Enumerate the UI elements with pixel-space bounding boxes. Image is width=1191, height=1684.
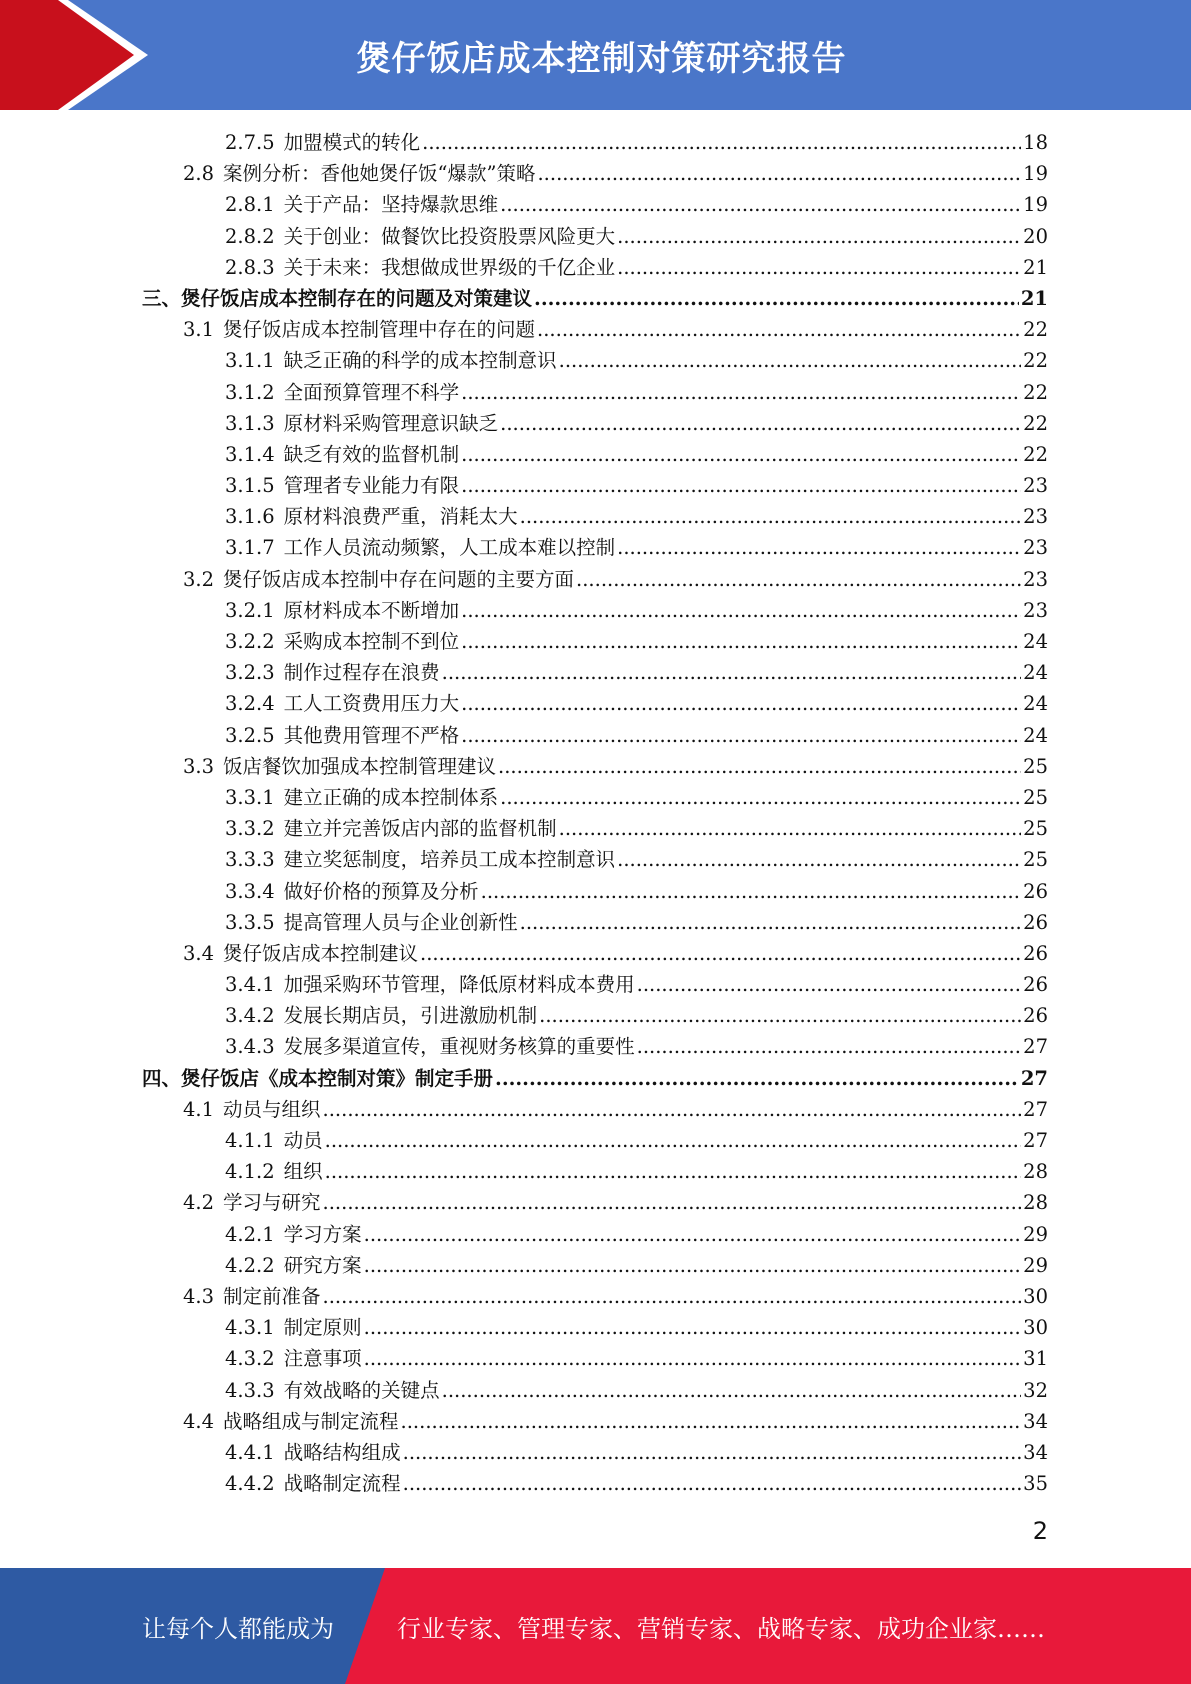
toc-entry-number: 4.3.1 [225,1316,275,1340]
toc-entry-page: 34 [1023,1409,1048,1433]
toc-entry-page: 25 [1023,754,1048,778]
toc-entry[interactable] [0,1406,1191,1437]
toc-entry-page: 32 [1023,1378,1048,1402]
toc-leader-dots [537,314,1021,345]
toc-entry-title: 关于创业：做餐饮比投资股票风险更大 [283,224,616,248]
toc-entry-title: 制定原则 [283,1316,362,1340]
toc-leader-dots [325,1125,1022,1156]
toc-entry-page: 22 [1023,411,1048,435]
toc-entry-page: 21 [1023,255,1048,279]
toc-entry-page: 26 [1023,879,1048,903]
toc-leader-dots [364,1343,1022,1374]
toc-entry-page: 19 [1023,162,1048,186]
toc-entry-number: 四、 [142,1066,182,1090]
toc-entry-number: 2.8.1 [225,193,275,217]
toc-entry-title: 有效战略的关键点 [283,1378,440,1402]
toc-entry-title: 案例分析：香他她煲仔饭“爆款”策略 [223,162,536,186]
toc-entry-title: 发展多渠道宣传，重视财务核算的重要性 [283,1035,635,1059]
toc-entry-title: 建立奖惩制度，培养员工成本控制意识 [283,848,616,872]
toc-entry-title: 煲仔饭店成本控制存在的问题及对策建议 [181,286,533,310]
toc-entry-title: 工作人员流动频繁，人工成本难以控制 [283,536,616,560]
page-header [0,0,1191,110]
toc-entry-page: 27 [1023,1097,1048,1121]
toc-entry-page: 27 [1020,1066,1048,1090]
toc-entry-title: 煲仔饭店成本控制中存在问题的主要方面 [223,567,575,591]
toc-entry-title: 发展长期店员，引进激励机制 [283,1004,538,1028]
toc-entry-number: 3.1.6 [225,505,275,529]
toc-entry-title: 组织 [283,1160,323,1184]
toc-entry[interactable] [0,158,1191,189]
toc-entry-title: 全面预算管理不科学 [283,380,460,404]
toc-leader-dots [559,345,1022,376]
toc-leader-dots [520,907,1022,938]
toc-leader-dots [442,657,1022,688]
toc-entry[interactable] [0,1156,1191,1187]
toc-entry-number: 3.4.1 [225,973,275,997]
toc-entry[interactable] [0,470,1191,501]
toc-entry-number: 3.1.3 [225,411,275,435]
toc-entry-number: 3.1.1 [225,349,275,373]
toc-leader-dots [500,189,1021,220]
toc-entry-page: 30 [1023,1316,1048,1340]
toc-entry[interactable] [0,564,1191,595]
toc-entry-number: 2.7.5 [225,131,275,154]
toc-entry-number: 4.4.2 [225,1472,275,1496]
toc-entry-title: 战略结构组成 [283,1440,401,1464]
toc-entry-number: 3.2.5 [225,723,275,747]
toc-leader-dots [559,813,1022,844]
toc-entry-title: 注意事项 [283,1347,362,1371]
toc-entry-title: 动员与组织 [223,1097,321,1121]
toc-entry-page: 34 [1023,1440,1048,1464]
toc-leader-dots [323,1281,1022,1312]
toc-entry-number: 3.4 [183,941,215,965]
toc-entry-page: 29 [1023,1253,1048,1277]
toc-entry-page: 30 [1023,1284,1048,1308]
toc-leader-dots [461,720,1021,751]
toc-leader-dots [534,283,1019,314]
toc-entry[interactable] [0,221,1191,252]
toc-entry[interactable] [0,1468,1191,1499]
toc-entry-number: 3.2.4 [225,692,275,716]
toc-entry[interactable] [0,408,1191,439]
toc-leader-dots [617,844,1021,875]
toc-leader-dots [500,408,1021,439]
toc-leader-dots [403,1437,1022,1468]
toc-entry-number: 3.4.3 [225,1035,275,1059]
toc-entry-title: 原材料采购管理意识缺乏 [283,411,499,435]
toc-entry-number: 3.4.2 [225,1004,275,1028]
toc-entry-title: 管理者专业能力有限 [283,474,460,498]
toc-entry-title: 饭店餐饮加强成本控制管理建议 [223,754,497,778]
toc-entry-page: 24 [1023,723,1048,747]
toc-leader-dots [401,1406,1022,1437]
toc-entry-number: 4.2 [183,1191,215,1215]
toc-entry[interactable] [0,626,1191,657]
toc-entry-number: 三、 [142,286,182,310]
toc-entry[interactable] [0,938,1191,969]
toc-entry-page: 27 [1023,1129,1048,1152]
toc-entry[interactable] [0,314,1191,345]
toc-entry-page: 24 [1023,630,1048,653]
toc-leader-dots [364,1219,1022,1250]
toc-leader-dots [539,1000,1021,1031]
toc-leader-dots [461,470,1021,501]
toc-entry-page: 28 [1023,1191,1048,1215]
toc-leader-dots [520,501,1022,532]
toc-entry-number: 4.4 [183,1409,215,1433]
toc-entry[interactable] [0,1312,1191,1343]
toc-entry-number: 4.4.1 [225,1440,275,1464]
toc-entry[interactable] [0,1094,1191,1125]
toc-entry-page: 31 [1023,1347,1048,1371]
toc-entry-page: 21 [1020,286,1048,310]
toc-leader-dots [498,751,1021,782]
toc-entry-number: 4.2.2 [225,1253,275,1277]
toc-entry-title: 关于未来：我想做成世界级的千亿企业 [283,255,616,279]
toc-leader-dots [617,532,1021,563]
toc-entry[interactable] [0,1187,1191,1218]
toc-entry-number: 4.3.3 [225,1378,275,1402]
table-of-contents [0,127,1191,1499]
toc-entry[interactable] [0,1437,1191,1468]
toc-entry-number: 4.1 [183,1097,215,1121]
toc-entry[interactable] [0,1281,1191,1312]
toc-entry-title: 研究方案 [283,1253,362,1277]
toc-entry[interactable] [0,688,1191,719]
toc-entry[interactable] [0,1125,1191,1156]
toc-entry-number: 3.3.5 [225,910,275,934]
toc-leader-dots [364,1250,1022,1281]
toc-leader-dots [323,1187,1022,1218]
toc-leader-dots [637,969,1022,1000]
toc-leader-dots [461,377,1021,408]
toc-entry-page: 27 [1023,1035,1048,1059]
toc-entry[interactable] [0,1063,1191,1094]
toc-entry-page: 23 [1023,536,1048,560]
toc-entry-number: 2.8.2 [225,224,275,248]
toc-leader-dots [461,626,1021,657]
toc-entry-title: 原材料浪费严重，消耗太大 [283,505,518,529]
toc-entry[interactable] [0,1250,1191,1281]
toc-entry-title: 提高管理人员与企业创新性 [283,910,518,934]
toc-leader-dots [323,1094,1022,1125]
toc-leader-dots [500,782,1021,813]
toc-entry[interactable] [0,532,1191,563]
toc-entry[interactable] [0,907,1191,938]
toc-leader-dots [637,1031,1022,1062]
toc-entry[interactable] [0,127,1191,158]
toc-entry[interactable] [0,782,1191,813]
toc-entry-title: 战略制定流程 [283,1472,401,1496]
toc-entry-page: 22 [1023,318,1048,342]
toc-entry-title: 学习方案 [283,1222,362,1246]
toc-entry-number: 3.3.3 [225,848,275,872]
toc-entry[interactable] [0,283,1191,314]
toc-entry-number: 2.8.3 [225,255,275,279]
toc-entry-page: 23 [1023,505,1048,529]
toc-entry-title: 学习与研究 [223,1191,321,1215]
toc-entry-number: 3.3.2 [225,817,275,841]
toc-entry-number: 4.3.2 [225,1347,275,1371]
toc-entry-title: 工人工资费用压力大 [283,692,460,716]
toc-entry-title: 缺乏有效的监督机制 [283,442,460,466]
toc-entry-title: 建立正确的成本控制体系 [283,785,499,809]
toc-entry-page: 35 [1023,1472,1048,1496]
toc-entry-page: 25 [1023,848,1048,872]
toc-entry-number: 4.1.1 [225,1129,275,1152]
toc-entry-title: 缺乏正确的科学的成本控制意识 [283,349,557,373]
toc-entry[interactable] [0,1031,1191,1062]
toc-entry[interactable] [0,751,1191,782]
toc-entry-number: 2.8 [183,162,215,186]
toc-entry-page: 23 [1023,567,1048,591]
toc-entry-title: 做好价格的预算及分析 [283,879,479,903]
toc-entry[interactable] [0,657,1191,688]
toc-entry[interactable] [0,1219,1191,1250]
toc-leader-dots [403,1468,1022,1499]
toc-entry-page: 28 [1023,1160,1048,1184]
toc-entry-page: 25 [1023,785,1048,809]
toc-entry-number: 3.1.2 [225,380,275,404]
toc-entry[interactable] [0,1375,1191,1406]
toc-entry[interactable] [0,252,1191,283]
toc-entry-page: 29 [1023,1222,1048,1246]
toc-entry-title: 煲仔饭店《成本控制对策》制定手册 [181,1066,494,1090]
toc-leader-dots [364,1312,1022,1343]
toc-entry-page: 26 [1023,973,1048,997]
toc-entry-page: 22 [1023,442,1048,466]
toc-entry-number: 3.1.4 [225,442,275,466]
toc-entry-page: 26 [1023,941,1048,965]
toc-entry[interactable] [0,377,1191,408]
toc-entry-number: 3.1.7 [225,536,275,560]
toc-entry-number: 4.2.1 [225,1222,275,1246]
toc-entry-page: 22 [1023,349,1048,373]
toc-leader-dots [461,439,1021,470]
toc-leader-dots [537,158,1021,189]
toc-entry-number: 3.2 [183,567,215,591]
toc-entry[interactable] [0,720,1191,751]
toc-entry[interactable] [0,876,1191,907]
footer-slogan-right: 行业专家、管理专家、营销专家、战略专家、成功企业家…… [397,1614,1045,1643]
toc-entry[interactable] [0,1343,1191,1374]
toc-entry[interactable] [0,345,1191,376]
toc-leader-dots [461,595,1021,626]
toc-leader-dots [481,876,1022,907]
toc-entry-page: 19 [1023,193,1048,217]
toc-entry-page: 23 [1023,474,1048,498]
toc-entry-number: 3.1 [183,318,215,342]
toc-entry-number: 3.3 [183,754,215,778]
toc-entry-page: 26 [1023,910,1048,934]
toc-entry-number: 3.3.1 [225,785,275,809]
toc-entry-page: 26 [1023,1004,1048,1028]
toc-entry-number: 4.3 [183,1284,215,1308]
toc-entry[interactable] [0,189,1191,220]
toc-entry-title: 建立并完善饭店内部的监督机制 [283,817,557,841]
toc-entry[interactable] [0,969,1191,1000]
toc-entry-number: 3.2.2 [225,630,275,653]
toc-entry-page: 18 [1023,131,1048,154]
toc-entry-title: 动员 [283,1129,323,1152]
toc-entry-title: 原材料成本不断增加 [283,598,460,622]
toc-entry-number: 3.2.1 [225,598,275,622]
toc-leader-dots [617,252,1021,283]
toc-entry-title: 加强采购环节管理，降低原材料成本费用 [283,973,635,997]
toc-entry-page: 20 [1023,224,1048,248]
toc-entry-title: 煲仔饭店成本控制建议 [223,941,419,965]
toc-leader-dots [325,1156,1022,1187]
toc-entry-title: 制作过程存在浪费 [283,661,440,685]
toc-leader-dots [422,127,1021,158]
toc-entry-title: 战略组成与制定流程 [223,1409,399,1433]
toc-leader-dots [442,1375,1022,1406]
toc-entry-number: 3.1.5 [225,474,275,498]
toc-entry-title: 其他费用管理不严格 [283,723,460,747]
toc-entry-page: 22 [1023,380,1048,404]
toc-entry-number: 3.3.4 [225,879,275,903]
document-title: 煲仔饭店成本控制对策研究报告 [356,38,847,79]
toc-entry-title: 加盟模式的转化 [283,131,421,154]
footer-slogan-left: 让每个人都能成为 [142,1614,334,1643]
toc-entry-title: 关于产品：坚持爆款思维 [283,193,499,217]
toc-entry-page: 24 [1023,692,1048,716]
toc-entry-title: 采购成本控制不到位 [283,630,460,653]
page-footer [0,1568,1191,1684]
toc-leader-dots [576,564,1021,595]
toc-entry[interactable] [0,439,1191,470]
toc-entry[interactable] [0,595,1191,626]
toc-entry-page: 23 [1023,598,1048,622]
toc-entry[interactable] [0,813,1191,844]
toc-leader-dots [461,688,1021,719]
toc-entry-title: 制定前准备 [223,1284,321,1308]
toc-leader-dots [617,221,1021,252]
toc-entry[interactable] [0,1000,1191,1031]
toc-entry-number: 3.2.3 [225,661,275,685]
toc-entry[interactable] [0,501,1191,532]
toc-entry-page: 25 [1023,817,1048,841]
toc-leader-dots [420,938,1021,969]
toc-leader-dots [495,1063,1019,1094]
page-number: 2 [1032,1517,1048,1545]
toc-entry-page: 24 [1023,661,1048,685]
toc-entry-number: 4.1.2 [225,1160,275,1184]
toc-entry[interactable] [0,844,1191,875]
toc-entry-title: 煲仔饭店成本控制管理中存在的问题 [223,318,536,342]
